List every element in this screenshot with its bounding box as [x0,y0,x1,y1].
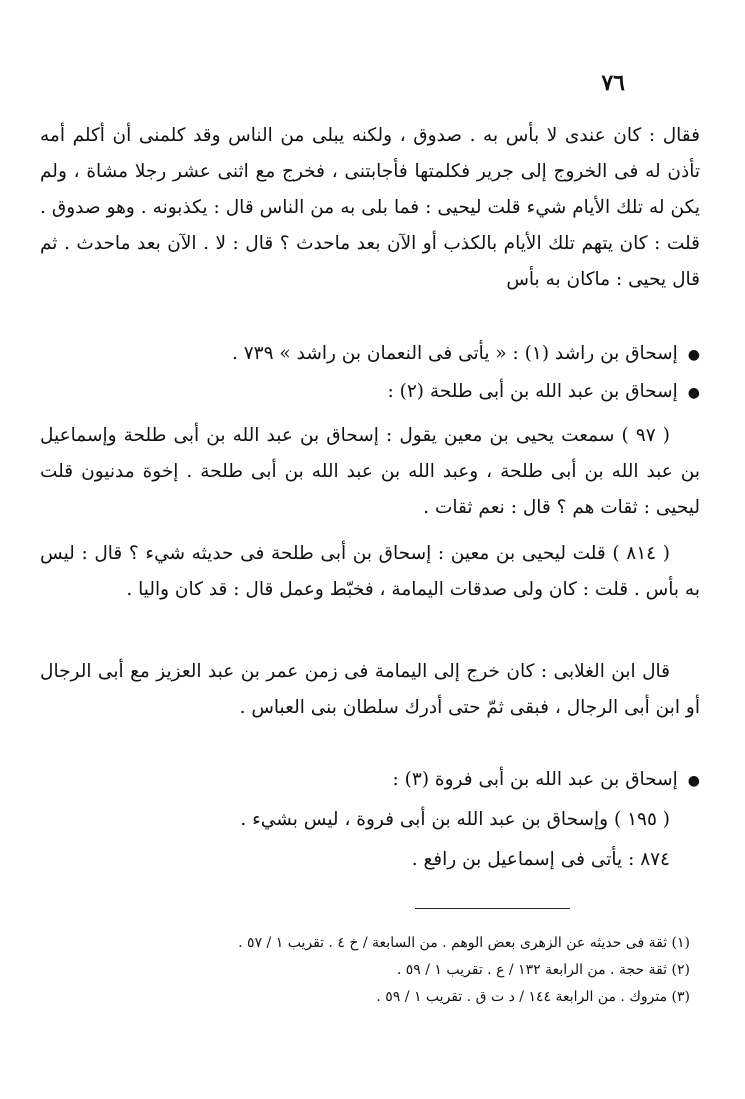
opening-paragraph: فقال : كان عندى لا بأس به . صدوق ، ولكنه يبلى من الناس وقد كلمنى أن أكلم أمه تأذن له فى الخروج إلى جرير فكلمتها فأجابتنى ، فخرج مع اثنى عشر رجلا مشاة ، ولم يكن له تلك الأيام شيء قلت ليحيى : فما بلى به من الناس قال : يكذبونه . وهو صدوق . قلت : كان يتهم تلك الأيام بالكذب أو الآن بعد ماحدث ؟ قال : لا . الآن بعد ماحدث . ثم قال يحيى : ماكان به بأس [40,125,700,290]
bullet-icon: ● [687,773,700,789]
paragraph-97-text: ( ٩٧ ) سمعت يحيى بن معين يقول : إسحاق بن عبد الله بن أبى طلحة وإسماعيل بن عبد الله بن أبى طلحة ، وعبد الله بن عبد الله بن أبى طلحة . إخوة مدنيون قلت ليحيى : ثقات هم ؟ قال : نعم ثقات . [40,425,700,518]
entry-text: إسحاق بن عبد الله بن أبى فروة (٣) : [392,769,678,790]
entry-text: إسحاق بن راشد (١) : « يأتى فى النعمان بن راشد » ٧٣٩ . [231,343,678,364]
page-number: ٧٦ [601,70,625,96]
bullet-icon: ● [687,347,700,363]
entry-line [40,762,700,799]
bullet-icon: ● [687,385,700,401]
main-paragraph-block [40,118,700,298]
footnotes [70,930,690,1011]
paragraph-874-text: ٨٧٤ : يأتى فى إسماعيل بن رافع . [411,849,670,870]
paragraph-ghallabi [40,654,700,726]
entry-ishaq-ibn-abi-farwa [40,762,700,799]
footnote-2: (٢) ثقة حجة . من الرابعة ١٣٢ / ع . تقريب ١ / ٥٩ . [396,962,690,978]
footnote-3: (٣) متروك . من الرابعة ١٤٤ / د ت ق . تقريب ١ / ٥٩ . [376,989,690,1005]
footnote-divider [415,908,570,909]
entry-line [40,336,700,373]
paragraph-814-text: ( ٨١٤ ) قلت ليحيى بن معين : إسحاق بن أبى طلحة فى حديثه شيء ؟ قال : ليس به بأس . قلت : كان ولى صدقات اليمامة ، فخبّط وعمل قال : قد كان واليا . [40,543,700,600]
entry-ishaq-ibn-abdullah-abi-talha [40,374,700,411]
entry-line [40,374,700,411]
paragraph-97 [40,418,700,526]
paragraph-195-text: ( ١٩٥ ) وإسحاق بن عبد الله بن أبى فروة ، ليس بشيء . [240,809,670,830]
paragraph-ghallabi-text: قال ابن الغلابى : كان خرج إلى اليمامة فى زمن عمر بن عبد العزيز مع أبى الرجال أو ابن أبى الرجال ، فبقى ثمّ حتى أدرك سلطان بنى العباس . [40,661,700,718]
entry-ishaq-ibn-rashid [40,336,700,373]
paragraph-195 [40,802,700,838]
footnote-1: (١) ثقة فى حديثه عن الزهرى بعض الوهم . من السابعة / خ ٤ . تقريب ١ / ٥٧ . [238,935,690,951]
paragraph-814 [40,536,700,608]
entry-text: إسحاق بن عبد الله بن أبى طلحة (٢) : [387,381,678,402]
paragraph-874 [40,842,700,878]
